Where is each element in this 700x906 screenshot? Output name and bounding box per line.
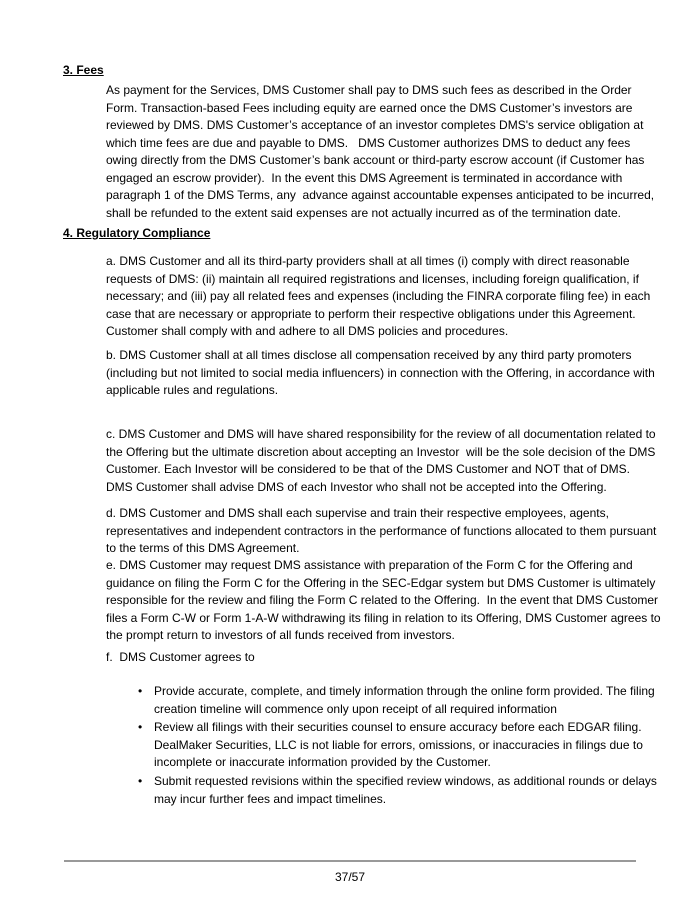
bullet-item (138, 683, 655, 718)
section-heading-fees: 3. Fees (63, 63, 104, 77)
page-number: 37/57 (334, 870, 366, 884)
bullet-text: Provide accurate, complete, and timely information through the online form provided. The filing creation timeline will commence only upon receipt of all required information (154, 684, 655, 716)
bullet-text: Review all filings with their securities counsel to ensure accuracy before each EDGAR filing. DealMaker Securities, LLC is not liable for errors, omissions, or inaccuracies in filings due to incomplete or inaccurate information provided by the Customer. (154, 720, 643, 769)
footer-divider (64, 860, 636, 862)
bullet-item (138, 719, 643, 772)
bullet-item (138, 773, 657, 808)
paragraph-c: c. DMS Customer and DMS will have shared responsibility for the review of all documentation related to the Offering but the ultimate discretion about accepting an Investor will be the sole decision of the DMS Customer. Each Investor will be considered to be that of the DMS Customer and NOT that of DMS. DMS Customer shall advise DMS of each Investor who shall not be accepted into the Offering. (106, 427, 656, 494)
paragraph-e: e. DMS Customer may request DMS assistance with preparation of the Form C for the Offering and guidance on filing the Form C for the Offering in the SEC-Edgar system but DMS Customer is ultimately responsible for the review and filing the Form C related to the Offering. In the event that DMS Customer files a Form C-W or Form 1-A-W withdrawing its filing in relation to its Offering, DMS Customer agrees to the prompt return to investors of all funds received from investors. (106, 558, 661, 642)
bullet-icon: • (138, 720, 143, 734)
bullet-icon: • (138, 684, 143, 698)
paragraph-a: a. DMS Customer and all its third-party providers shall at all times (i) comply with direct reasonable requests of DMS: (ii) maintain all required registrations and licenses, including foreign qualification, if necessary; and (iii) pay all related fees and expenses (including the FINRA corporate filing fee) in each case that are necessary or appropriate to perform their respective obligations under this Agreement. Customer shall comply with and adhere to all DMS policies and procedures. (106, 254, 651, 338)
bullet-text: Submit requested revisions within the specified review windows, as additional rounds or delays may incur further fees and impact timelines. (154, 774, 657, 806)
bullet-icon: • (138, 774, 143, 788)
section-heading-regulatory-compliance: 4. Regulatory Compliance (63, 226, 211, 240)
paragraph-b: b. DMS Customer shall at all times disclose all compensation received by any third party promoters (including but not limited to social media influencers) in connection with the Offering, in accordance with applicable rules and regulations. (106, 348, 655, 397)
paragraph-f: f. DMS Customer agrees to (106, 650, 255, 664)
paragraph-d: d. DMS Customer and DMS shall each supervise and train their respective employees, agents, representatives and independent contractors in the performance of functions allocated to them pursuant to the terms of this DMS Agreement. (106, 506, 657, 555)
paragraph-fees: As payment for the Services, DMS Customer shall pay to DMS such fees as described in the Order Form. Transaction-based Fees including equity are earned once the DMS Customer’s investors are reviewed by DMS. DMS Customer’s acceptance of an investor completes DMS's service obligation at which time fees are due and payable to DMS. DMS Customer authorizes DMS to deduct any fees owing directly from the DMS Customer’s bank account or third-party escrow account (if Customer has engaged an escrow provider). In the event this DMS Agreement is terminated in accordance with paragraph 1 of the DMS Terms, any advance against accountable expenses anticipated to be incurred, shall be refunded to the extent said expenses are not actually incurred as of the termination date. (106, 83, 655, 220)
